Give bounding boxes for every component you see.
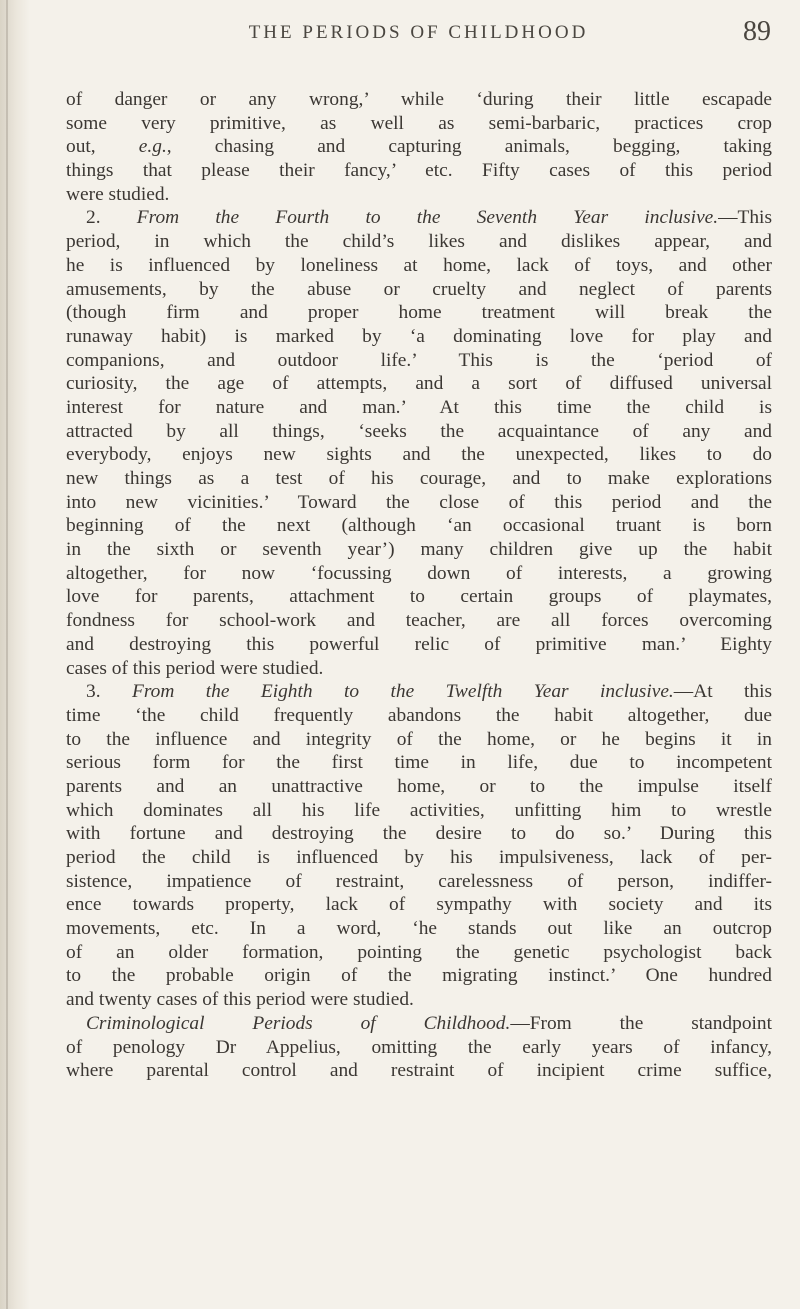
text-run: 3. [86, 681, 132, 703]
text-run: in the sixth or seventh year’) many children give up the habit [66, 539, 772, 561]
text-line [66, 657, 772, 681]
text-run: curiosity, the age of attempts, and a sort of diffused universal [66, 373, 772, 395]
italic-text: From the Eighth to the Twelfth Year inclusive. [131, 681, 674, 703]
text-line [66, 514, 772, 538]
page-binding-shadow [0, 0, 30, 1309]
text-run: to the influence and integrity of the home, or he begins it in [66, 728, 772, 750]
text-run: with fortune and destroying the desire to do so.’ During this [66, 823, 772, 845]
text-run: fondness for school-work and teacher, are all forces overcoming [66, 610, 772, 632]
text-run: some very primitive, as well as semi-barbaric, practices crop [66, 112, 772, 134]
text-line [66, 1036, 772, 1060]
text-run: new things as a test of his courage, and to make explorations [66, 468, 772, 489]
text-line [66, 230, 772, 254]
text-run: he is influenced by loneliness at home, lack of toys, and other [66, 254, 772, 276]
text-line [66, 870, 772, 894]
text-run: (though firm and proper home treatment will break the [66, 302, 772, 324]
text-line [66, 396, 772, 420]
text-run: time ‘the child frequently abandons the habit altogether, due [66, 704, 772, 726]
text-run: things that please their fancy,’ etc. Fifty cases of this period [66, 160, 772, 182]
text-line [66, 609, 772, 633]
text-run: 2. [86, 207, 137, 229]
text-line [66, 325, 772, 349]
text-run: interest for nature and man.’ At this time the child is [66, 396, 772, 418]
text-run: altogether, for now ‘focussing down of interests, a growing [66, 562, 772, 584]
body-text [66, 88, 772, 1083]
text-run: , chasing and capturing animals, begging, taking [166, 136, 772, 158]
text-run: everybody, enjoys new sights and the unexpected, likes to do [66, 444, 772, 466]
text-line [66, 751, 772, 775]
text-line [66, 443, 772, 467]
binding-edge [6, 0, 8, 1309]
text-line [66, 467, 772, 491]
page-header [66, 16, 771, 56]
text-run: love for parents, attachment to certain groups of playmates, [66, 586, 772, 608]
text-line [66, 538, 772, 562]
text-line [66, 1012, 772, 1036]
text-line [66, 964, 772, 988]
page-number: 89 [743, 16, 771, 47]
text-run: parents and an unattractive home, or to the impulse itself [66, 775, 772, 797]
text-line [66, 1059, 772, 1083]
text-run: —From the standpoint [510, 1012, 772, 1034]
text-line [66, 372, 772, 396]
text-run: period the child is influenced by his impulsiveness, lack of per- [66, 847, 772, 868]
text-run: to the probable origin of the migrating instinct.’ One hundred [66, 965, 772, 987]
text-line [66, 112, 772, 136]
text-line [66, 254, 772, 278]
text-run: out, [66, 136, 139, 158]
text-run: of danger or any wrong,’ while ‘during their little escapade [66, 89, 772, 110]
text-run: and destroying this powerful relic of primitive man.’ Eighty [66, 633, 772, 655]
text-run: into new vicinities.’ Toward the close of this period and the [66, 491, 772, 513]
text-line [66, 135, 772, 159]
italic-text: From the Fourth to the Seventh Year inclusive. [136, 207, 719, 229]
text-run: cases of this period were studied. [66, 657, 324, 679]
text-run: of an older formation, pointing the genetic psychologist back [66, 941, 772, 963]
text-line [66, 585, 772, 609]
text-line [66, 775, 772, 799]
text-run: and twenty cases of this period were studied. [66, 989, 414, 1011]
text-run: period, in which the child’s likes and dislikes appear, and [66, 231, 772, 253]
text-run: ence towards property, lack of sympathy with society and its [66, 894, 772, 916]
text-line [66, 799, 772, 823]
text-line [66, 420, 772, 444]
text-line [66, 846, 772, 870]
text-line [66, 941, 772, 965]
italic-text: Criminological Periods of Childhood. [86, 1012, 511, 1034]
text-run: runaway habit) is marked by ‘a dominating love for play and [66, 325, 772, 347]
text-run: serious form for the first time in life, due to incompetent [66, 752, 772, 774]
text-run: movements, etc. In a word, ‘he stands out like an outcrop [66, 918, 772, 940]
text-run: companions, and outdoor life.’ This is the ‘period of [66, 349, 772, 371]
text-line [66, 278, 772, 302]
text-run: of penology Dr Appelius, omitting the early years of infancy, [66, 1036, 772, 1058]
text-run: were studied. [66, 183, 170, 205]
text-run: attracted by all things, ‘seeks the acquaintance of any and [66, 420, 772, 442]
text-run: —This [718, 207, 772, 229]
text-line [66, 206, 772, 230]
text-line [66, 917, 772, 941]
text-line [66, 680, 772, 704]
text-line [66, 159, 772, 183]
text-run: where parental control and restraint of incipient crime suffice, [66, 1060, 772, 1082]
text-line [66, 183, 772, 207]
text-line [66, 491, 772, 515]
text-line [66, 88, 772, 112]
text-run: sistence, impatience of restraint, carelessness of person, indiffer- [66, 870, 772, 892]
text-line [66, 822, 772, 846]
italic-text: e.g. [138, 136, 167, 158]
text-run: beginning of the next (although ‘an occasional truant is born [66, 515, 772, 537]
text-line [66, 704, 772, 728]
text-run: —At this [673, 681, 773, 703]
text-line [66, 301, 772, 325]
text-line [66, 728, 772, 752]
text-line [66, 893, 772, 917]
text-line [66, 562, 772, 586]
text-run: amusements, by the abuse or cruelty and neglect of parents [66, 278, 772, 300]
text-line [66, 349, 772, 373]
text-run: which dominates all his life activities, unfitting him to wrestle [66, 799, 772, 821]
text-line [66, 633, 772, 657]
running-head: THE PERIODS OF CHILDHOOD [248, 22, 589, 43]
text-line [66, 988, 772, 1012]
